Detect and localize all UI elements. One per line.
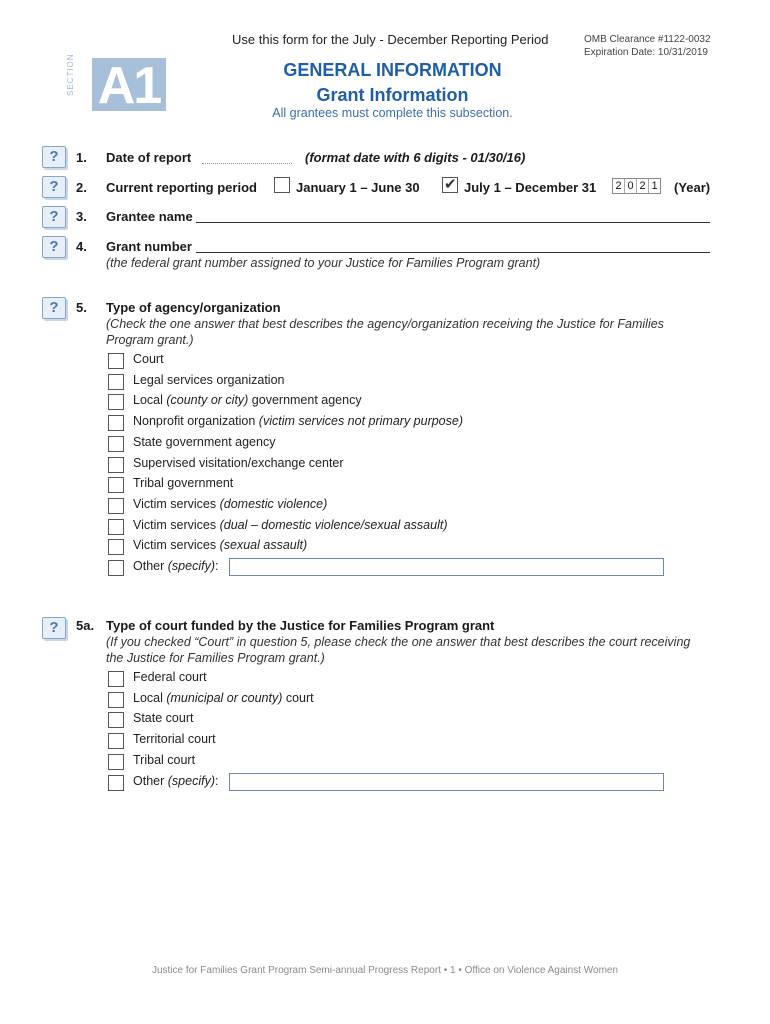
q5-option-label: Other (specify):: [133, 559, 219, 573]
q4-note: (the federal grant number assigned to your Justice for Families Program grant): [106, 256, 541, 270]
grantee-name-input[interactable]: [196, 210, 710, 223]
help-icon[interactable]: ?: [42, 236, 66, 258]
q3-label: Grantee name: [106, 209, 193, 224]
help-icon[interactable]: ?: [42, 617, 66, 639]
q5a-option-label: Local (municipal or county) court: [133, 690, 314, 705]
expiration-date: Expiration Date: 10/31/2019: [584, 47, 708, 58]
q5-note: (Check the one answer that best describes the agency/organization receiving the Justice for Families Program grant.): [106, 317, 664, 347]
q5-option-checkbox[interactable]: [108, 374, 124, 390]
q5-number: 5.: [76, 300, 87, 315]
q5-option-checkbox[interactable]: [108, 394, 124, 410]
q5-option-label: State government agency: [133, 434, 276, 449]
section-instruction: All grantees must complete this subsection.: [272, 106, 513, 120]
q5a-option-label: Tribal court: [133, 752, 196, 767]
q5a-option-checkbox[interactable]: [108, 733, 124, 749]
section-subtitle: Grant Information: [316, 85, 469, 105]
q5-option-label: Court: [133, 352, 164, 366]
q2-label: Current reporting period: [106, 180, 257, 195]
q4-number: 4.: [76, 239, 87, 254]
q5a-other-specify-input[interactable]: [229, 773, 664, 791]
q5-option-checkbox[interactable]: [108, 560, 124, 576]
q1-format-note: (format date with 6 digits - 01/30/16): [305, 150, 526, 165]
q5-option-label: Nonprofit organization (victim services not primary purpose): [133, 414, 463, 429]
q5-option-label: Legal services organization: [133, 372, 285, 387]
q1-number: 1.: [76, 150, 87, 165]
q5-option-checkbox[interactable]: [108, 353, 124, 369]
grant-number-input[interactable]: [196, 240, 710, 253]
q2-number: 2.: [76, 180, 87, 195]
q5a-option-checkbox[interactable]: [108, 754, 124, 770]
q5-option-checkbox[interactable]: [108, 519, 124, 535]
q5-option-checkbox[interactable]: [108, 436, 124, 452]
jan-jun-label: January 1 – June 30: [296, 180, 420, 195]
date-of-report-input[interactable]: [202, 151, 292, 164]
q5-option-checkbox[interactable]: [108, 477, 124, 493]
jan-jun-checkbox[interactable]: [274, 177, 290, 193]
q1-label: Date of report: [106, 150, 192, 165]
q5-option-checkbox[interactable]: [108, 415, 124, 431]
omb-info: [584, 33, 711, 59]
help-icon[interactable]: ?: [42, 176, 66, 198]
q5a-option-label: Territorial court: [133, 732, 216, 747]
year-digit: 0: [625, 179, 637, 193]
q5a-option-checkbox[interactable]: [108, 712, 124, 728]
year-input[interactable]: [612, 178, 661, 194]
q5-option-label: Local (county or city) government agency: [133, 393, 362, 408]
q5a-number: 5a.: [76, 618, 95, 633]
q5a-label: Type of court funded by the Justice for Families Program grant: [106, 618, 495, 633]
year-digit: 2: [613, 179, 625, 193]
q5a-option-label: State court: [133, 711, 194, 726]
reporting-period-header: Use this form for the July - December Reporting Period: [232, 32, 549, 47]
help-icon[interactable]: ?: [42, 206, 66, 228]
q5a-option-checkbox[interactable]: [108, 692, 124, 708]
jul-dec-label: July 1 – December 31: [464, 180, 597, 195]
q5a-option-checkbox[interactable]: [108, 775, 124, 791]
q5-label: Type of agency/organization: [106, 300, 281, 315]
q5-option-label: Victim services (dual – domestic violence/sexual assault): [133, 517, 448, 532]
omb-clearance: OMB Clearance #1122-0032: [584, 34, 711, 45]
q5-option-label: Victim services (domestic violence): [133, 496, 328, 511]
help-icon[interactable]: ?: [42, 297, 66, 319]
q4-label: Grant number: [106, 239, 192, 254]
page-footer: Justice for Families Grant Program Semi-annual Progress Report • 1 • Office on Violence Against Women: [151, 965, 619, 976]
help-icon[interactable]: ?: [42, 146, 66, 168]
year-digit: 1: [651, 180, 658, 192]
q5a-note: (If you checked “Court” in question 5, please check the one answer that best describes the court receiving the Justice for Families Program grant.): [106, 635, 691, 665]
q5-option-label: Supervised visitation/exchange center: [133, 455, 344, 470]
q5-option-checkbox[interactable]: [108, 498, 124, 514]
q5-option-checkbox[interactable]: [108, 457, 124, 473]
year-label: (Year): [674, 180, 711, 195]
year-digit: 2: [637, 179, 649, 193]
q5a-option-label: Federal court: [133, 670, 207, 684]
section-code: A1: [92, 58, 166, 111]
q3-number: 3.: [76, 209, 87, 224]
jul-dec-checkbox[interactable]: [442, 177, 458, 193]
q5-other-specify-input[interactable]: [229, 558, 664, 576]
section-title: GENERAL INFORMATION: [283, 60, 502, 80]
q5a-option-checkbox[interactable]: [108, 671, 124, 687]
q5-option-label: Victim services (sexual assault): [133, 538, 308, 553]
q5-option-label: Tribal government: [133, 476, 234, 491]
q5a-option-label: Other (specify):: [133, 773, 219, 788]
q5-option-checkbox[interactable]: [108, 539, 124, 555]
section-label: SECTION: [66, 53, 75, 96]
